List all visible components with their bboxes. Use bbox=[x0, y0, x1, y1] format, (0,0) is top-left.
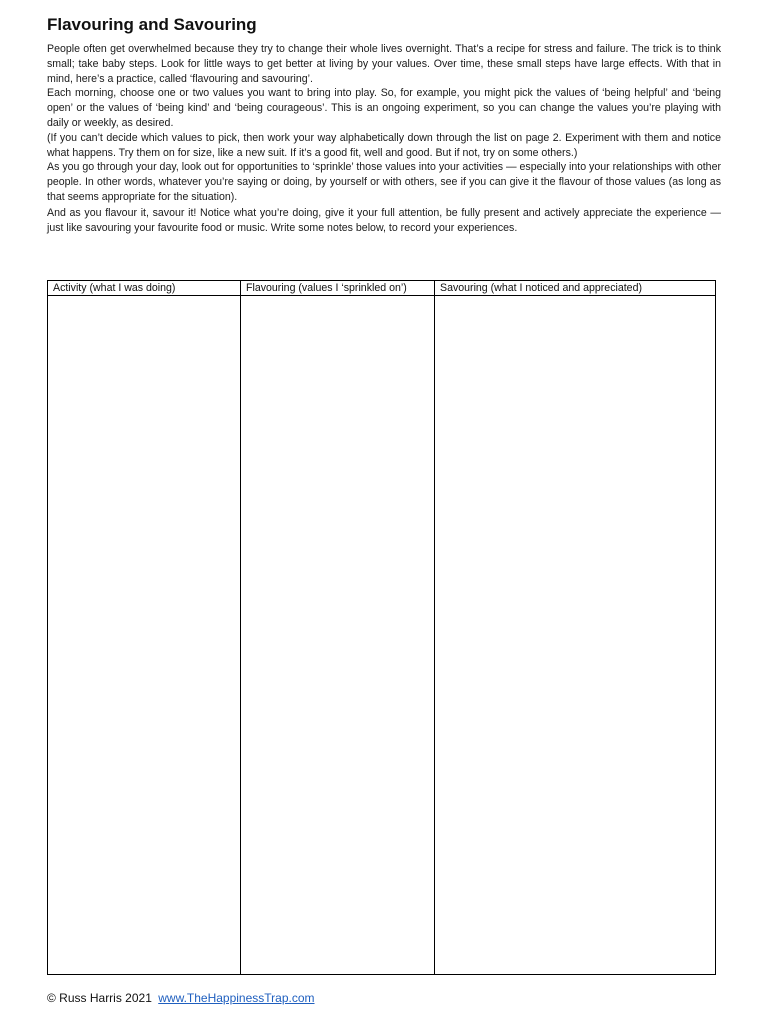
table-row bbox=[48, 296, 716, 975]
header-flavouring: Flavouring (values I ‘sprinkled on’) bbox=[241, 281, 435, 296]
website-link[interactable]: www.TheHappinessTrap.com bbox=[158, 991, 315, 1005]
footer bbox=[47, 990, 315, 1006]
paragraph-intro: People often get overwhelmed because they try to change their whole lives overnight. That’s a recipe for stress and failure. The trick is to think small; take baby steps. Look for little ways to get better at living by your values. Over time, these small steps have large effects. With that in mind, here’s a practice, called ‘flavouring and savouring’. bbox=[47, 43, 721, 85]
table-header-row bbox=[48, 281, 716, 296]
paragraph-values-list: (If you can’t decide which values to pick, then work your way alphabetically down through the list on page 2. Experiment with them and notice what happens. Try them on for size, like a new suit. If it’s a good fit, well and good. But if not, try on some others.) bbox=[47, 131, 721, 159]
activity-cell[interactable] bbox=[48, 296, 241, 975]
savouring-cell[interactable] bbox=[435, 296, 716, 975]
instructions-text bbox=[47, 42, 721, 235]
page-title: Flavouring and Savouring bbox=[47, 15, 257, 34]
paragraph-savour: And as you flavour it, savour it! Notice what you’re doing, give it your full attention, be fully present and actively appreciate the experience — just like savouring your favourite food or music. Write some notes below, to record your experiences. bbox=[47, 206, 721, 234]
experience-log-table bbox=[47, 280, 716, 975]
flavouring-cell[interactable] bbox=[241, 296, 435, 975]
copyright-text: © Russ Harris 2021 bbox=[47, 991, 152, 1005]
paragraph-sprinkle: As you go through your day, look out for opportunities to ‘sprinkle’ those values into your activities — especially into your relationships with other people. In other words, whatever you’re saying or doing, by yourself or with others, see if you can give it the flavour of those values (as long as that seems appropriate for the situation). bbox=[47, 161, 721, 203]
paragraph-morning: Each morning, choose one or two values you want to bring into play. So, for example, you might pick the values of ‘being helpful’ and ‘being open’ or the values of ‘being kind’ and ‘being courageous’. This is an ongoing experiment, so you can change the values you’re playing with daily or weekly, as desired. bbox=[47, 87, 721, 129]
header-savouring: Savouring (what I noticed and appreciated) bbox=[435, 281, 716, 296]
header-activity: Activity (what I was doing) bbox=[48, 281, 241, 296]
